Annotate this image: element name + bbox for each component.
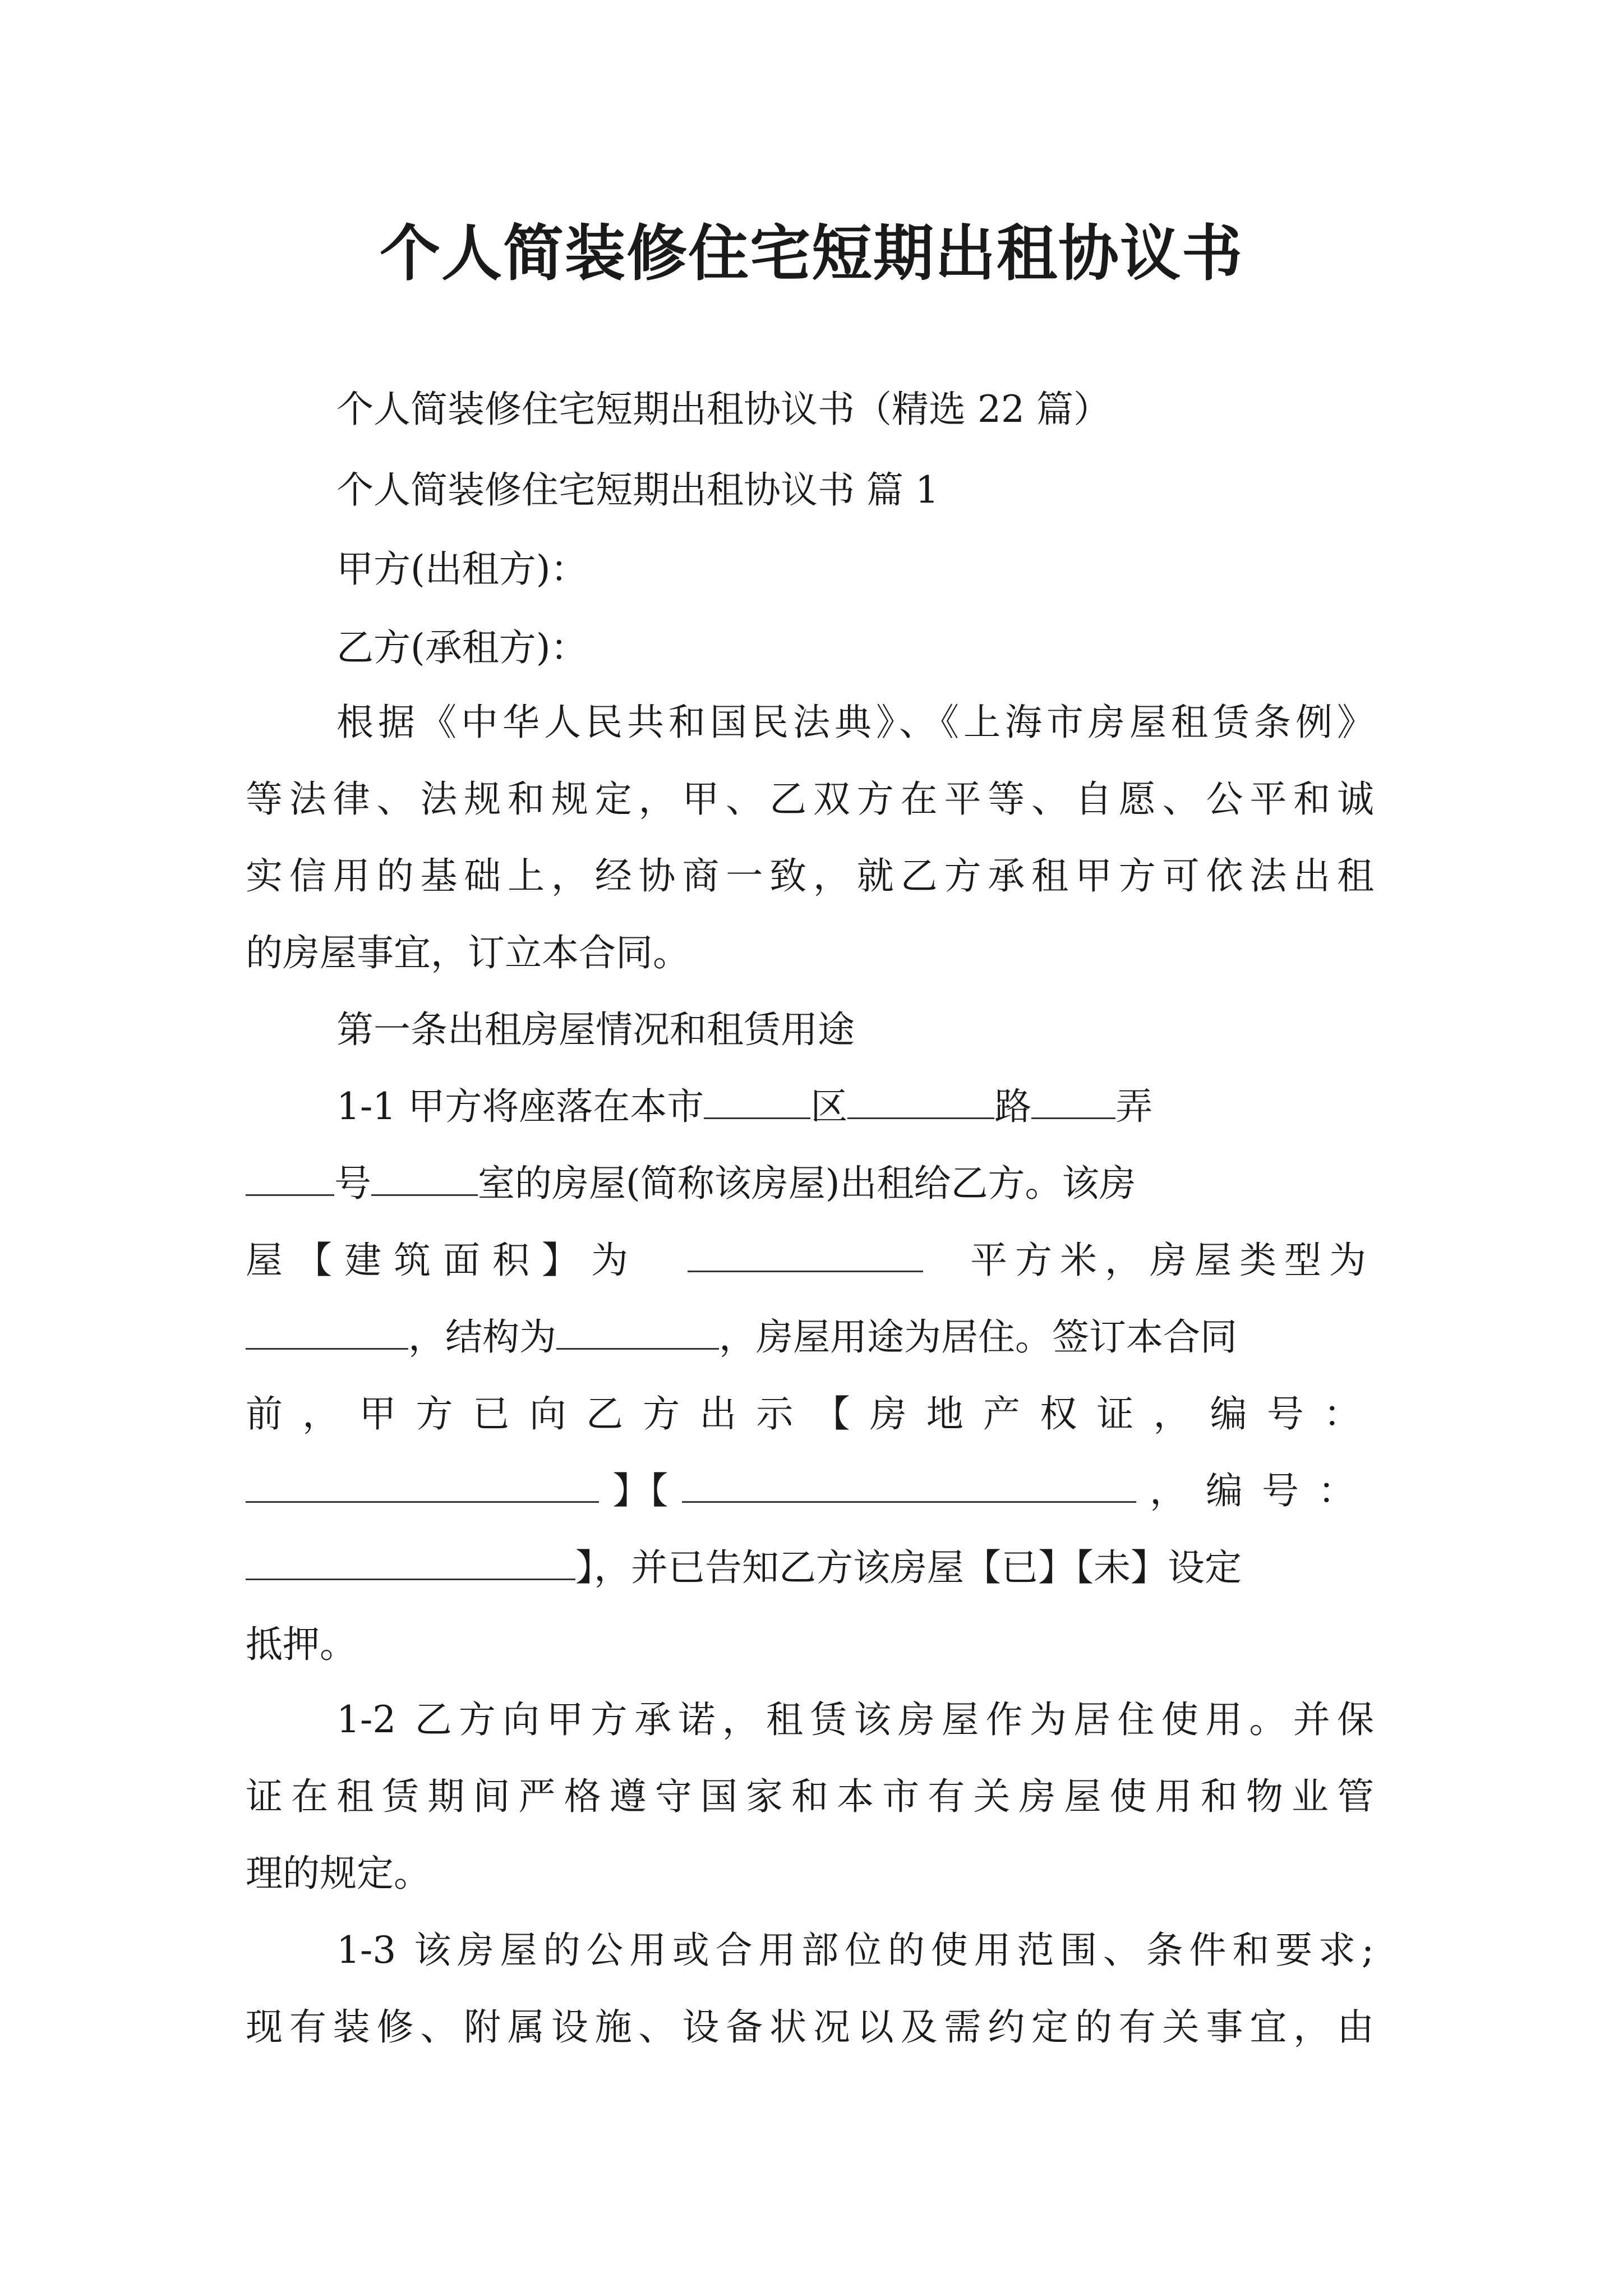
bracket-text: 】【 [612, 1469, 668, 1512]
other-certificate-blank [682, 1469, 1136, 1503]
clause-1-1-text: 1-1 甲方将座落在本市 [336, 1085, 704, 1128]
clause-1-1-line-8: 抵押。 [246, 1623, 357, 1666]
area-blank [688, 1238, 923, 1272]
clause-1-1-line-1 [336, 1084, 1374, 1129]
district-blank [704, 1085, 810, 1119]
clause-1-3-line-1: 1-3 该房屋的公用或合用部位的使用范围、条件和要求; [336, 1929, 1374, 1972]
intro-line-2: 等法律、法规和规定，甲、乙双方在平等、自愿、公平和诚 [246, 777, 1374, 821]
certificate-number-blank [246, 1469, 599, 1503]
article-1-heading: 第一条出租房屋情况和租赁用途 [336, 1008, 855, 1051]
clause-1-2-line-3: 理的规定。 [246, 1852, 431, 1895]
clause-1-1-line-4 [246, 1315, 1374, 1360]
structure-label: ，结构为 [408, 1315, 556, 1359]
clause-1-1-line-5: 前，甲方已向乙方出示【房地产权证，编号： [246, 1392, 1374, 1435]
number-label-2: ，编号： [1149, 1469, 1374, 1512]
room-blank [371, 1162, 478, 1196]
intro-line-3: 实信用的基础上，经协商一致，就乙方承租甲方可依法出租 [246, 854, 1374, 898]
document-subtitle: 个人简装修住宅短期出租协议书（精选 22 篇） [336, 388, 1110, 431]
house-type-label: 平方米，房屋类型为 [970, 1239, 1374, 1282]
clause-1-1-line-3 [246, 1238, 1374, 1283]
clause-1-3-line-2: 现有装修、附属设施、设备状况以及需约定的有关事宜，由 [246, 2005, 1374, 2049]
lane-label: 弄 [1115, 1085, 1153, 1128]
road-blank [847, 1085, 994, 1119]
district-label: 区 [810, 1085, 848, 1128]
lane-blank [1031, 1085, 1115, 1119]
number-label: 号 [334, 1162, 371, 1205]
document-title: 个人简装修住宅短期出租协议书 [379, 218, 1243, 289]
structure-blank [556, 1315, 719, 1350]
party-a-label: 甲方(出租方)： [336, 547, 588, 591]
party-b-label: 乙方(承租方)： [336, 626, 588, 669]
intro-line-4: 的房屋事宜，订立本合同。 [246, 931, 690, 974]
section-heading: 个人简装修住宅短期出租协议书 篇 1 [336, 468, 939, 512]
mortgage-text: 】，并已告知乙方该房屋【已】【未】设定 [575, 1546, 1242, 1589]
number-blank [246, 1162, 334, 1196]
road-label: 路 [994, 1085, 1032, 1128]
house-type-blank [246, 1315, 408, 1350]
other-number-blank [246, 1546, 575, 1580]
intro-line-1: 根据《中华人民共和国民法典》、《上海市房屋租赁条例》 [336, 701, 1374, 744]
area-label: 屋【建筑面积】为 [246, 1239, 640, 1282]
room-text: 室的房屋(简称该房屋)出租给乙方。该房 [478, 1162, 1136, 1205]
clause-1-2-line-2: 证在租赁期间严格遵守国家和本市有关房屋使用和物业管 [246, 1775, 1374, 1818]
clause-1-1-line-2 [246, 1161, 1374, 1206]
clause-1-1-line-6 [246, 1469, 1374, 1513]
usage-text: ，房屋用途为居住。签订本合同 [719, 1315, 1237, 1359]
clause-1-2-line-1: 1-2 乙方向甲方承诺，租赁该房屋作为居住使用。并保 [336, 1698, 1374, 1741]
clause-1-1-line-7 [246, 1545, 1374, 1590]
